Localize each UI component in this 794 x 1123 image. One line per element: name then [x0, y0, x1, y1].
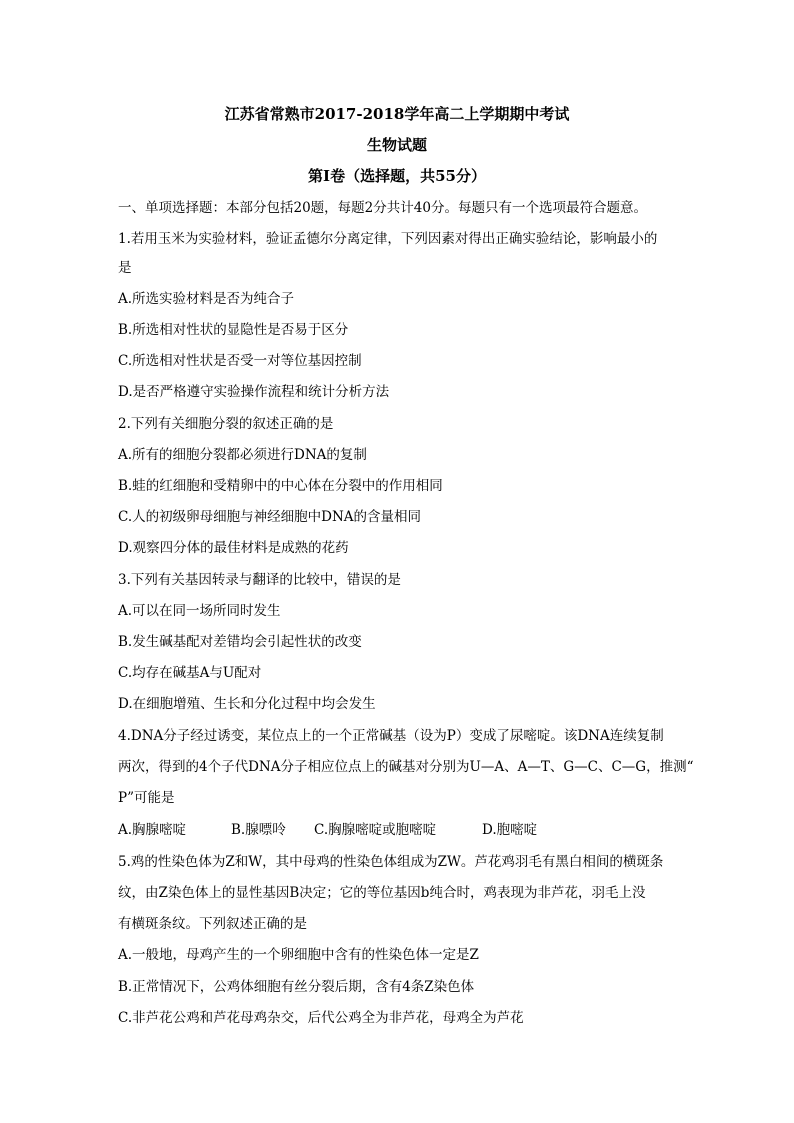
- subject-title: 生物试题: [366, 136, 427, 154]
- q1-option-a: A.所选实验材料是否为纯合子: [118, 291, 295, 307]
- q1-stem-line-2: 是: [118, 260, 132, 276]
- q2-option-d: D.观察四分体的最佳材料是成熟的花药: [118, 540, 349, 556]
- q5-option-c: C.非芦花公鸡和芦花母鸡杂交，后代公鸡全为非芦花，母鸡全为芦花: [118, 1010, 524, 1026]
- q1-option-c: C.所选相对性状是否受一对等位基因控制: [118, 353, 362, 369]
- q2-option-a: A.所有的细胞分裂都必须进行DNA的复制: [118, 447, 367, 463]
- q3-option-b: B.发生碱基配对差错均会引起性状的改变: [118, 634, 362, 650]
- q4-options-row: [118, 820, 678, 840]
- q4-option-d: D.胞嘧啶: [482, 822, 538, 838]
- q1-option-d: D.是否严格遵守实验操作流程和统计分析方法: [118, 384, 390, 400]
- q1-option-b: B.所选相对性状的显隐性是否易于区分: [118, 322, 349, 338]
- q5-stem-line-1: 5.鸡的性染色体为Z和W，其中母鸡的性染色体组成为ZW。芦花鸡羽毛有黑白相间的横斑条: [118, 854, 664, 870]
- q3-option-a: A.可以在同一场所同时发生: [118, 603, 281, 619]
- q4-stem-line-1: 4.DNA分子经过诱变，某位点上的一个正常碱基（设为P）变成了尿嘧啶。该DNA连续复制: [118, 728, 664, 744]
- q5-stem-line-3: 有横斑条纹。下列叙述正确的是: [118, 916, 307, 932]
- q4-stem-line-2: 两次，得到的4个子代DNA分子相应位点上的碱基对分别为U—A、A—T、G—C、C—G，推测“: [118, 759, 694, 775]
- q2-stem: 2.下列有关细胞分裂的叙述正确的是: [118, 416, 334, 432]
- instructions: 一、单项选择题：本部分包括20题，每题2分共计40分。每题只有一个选项最符合题意。: [118, 200, 647, 216]
- q4-option-b: B.腺嘌呤: [231, 822, 286, 838]
- q5-option-b: B.正常情况下，公鸡体细胞有丝分裂后期，含有4条Z染色体: [118, 979, 475, 995]
- q4-stem-line-3: P”可能是: [118, 790, 175, 806]
- q2-option-c: C.人的初级卵母细胞与神经细胞中DNA的含量相同: [118, 509, 422, 525]
- q2-option-b: B.蛙的红细胞和受精卵中的中心体在分裂中的作用相同: [118, 478, 443, 494]
- q3-stem: 3.下列有关基因转录与翻译的比较中，错误的是: [118, 572, 401, 588]
- q5-stem-line-2: 纹，由Z染色体上的显性基因B决定；它的等位基因b纯合时，鸡表现为非芦花，羽毛上没: [118, 885, 646, 901]
- exam-title: 江苏省常熟市2017-2018学年高二上学期期中考试: [224, 105, 570, 123]
- q3-option-d: D.在细胞增殖、生长和分化过程中均会发生: [118, 696, 376, 712]
- q1-stem-line-1: 1.若用玉米为实验材料，验证孟德尔分离定律，下列因素对得出正确实验结论，影响最小的: [118, 231, 658, 247]
- q5-option-a: A.一般地，母鸡产生的一个卵细胞中含有的性染色体一定是Z: [118, 947, 479, 963]
- section-title: 第Ⅰ卷（选择题，共55分）: [308, 167, 486, 185]
- q3-option-c: C.均存在碱基A与U配对: [118, 665, 262, 681]
- q4-option-c: C.胸腺嘧啶或胞嘧啶: [314, 822, 437, 838]
- q4-option-a: A.胸腺嘧啶: [118, 822, 187, 838]
